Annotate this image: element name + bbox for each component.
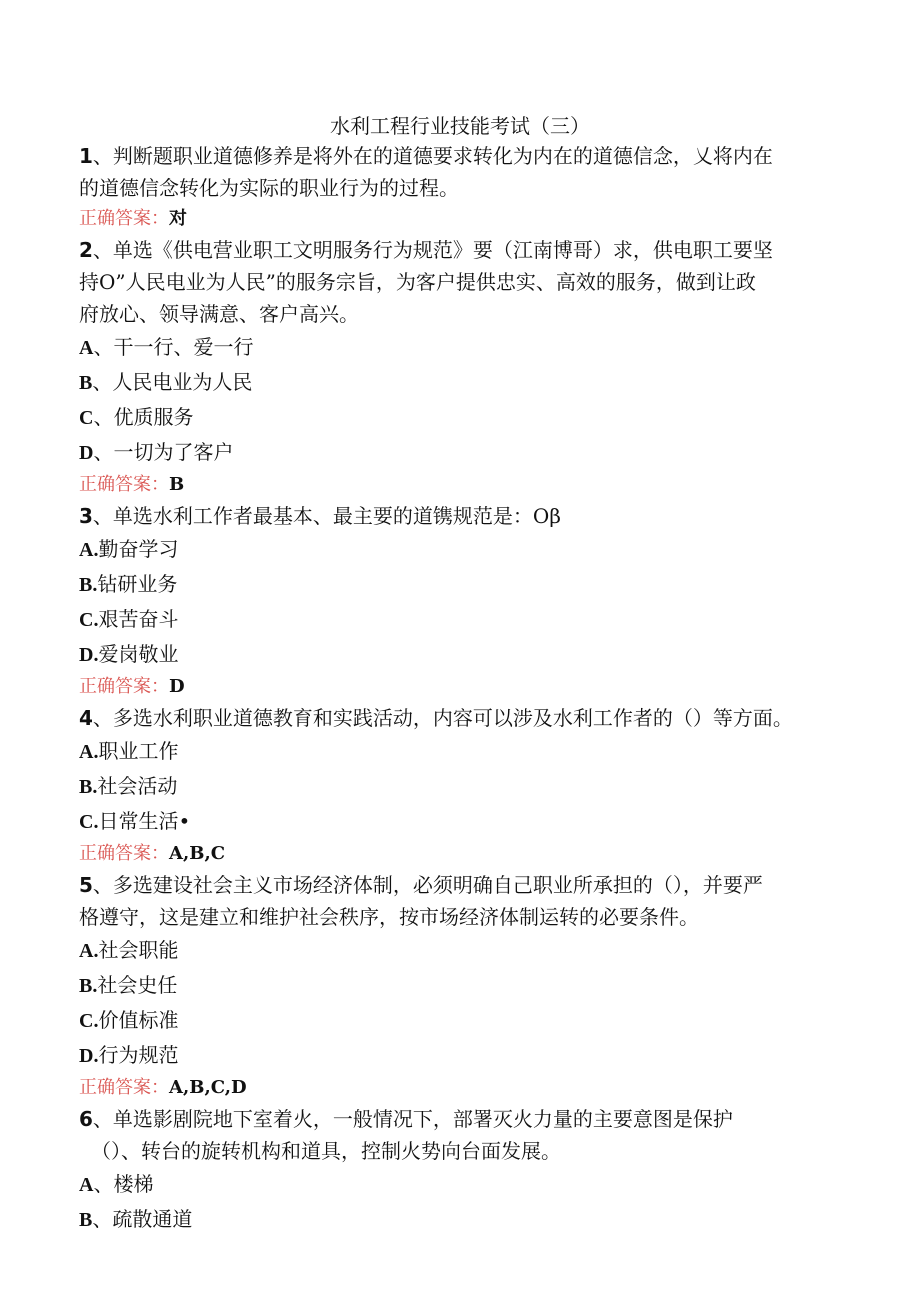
question-text-line: [79, 140, 849, 172]
correct-answer-value: A,B,C,D: [169, 1077, 247, 1098]
question-text: 单选影剧院地下室着火，一般情况下，部署灭火力量的主要意图是保护: [112, 1107, 733, 1131]
question-block: [79, 869, 849, 1103]
option-separator: 、: [93, 440, 114, 464]
question-text: 多选建设社会主义市场经济体制，必须明确自己职业所承担的（），并要严: [112, 873, 763, 897]
question-list: [79, 140, 849, 1237]
answer-option: [79, 637, 849, 672]
option-text: 人民电业为人民: [112, 370, 253, 394]
question-text: 多选水利职业道德教育和实践活动，内容可以涉及水利工作者的（）等方面。: [112, 706, 793, 730]
answer-option: [79, 769, 849, 804]
option-text: 价值标准: [98, 1008, 179, 1032]
option-letter: A.: [79, 940, 99, 962]
option-letter: B.: [79, 574, 98, 596]
option-text: 社会史任: [97, 973, 178, 997]
answer-option: [79, 602, 849, 637]
option-text: 行为规范: [98, 1043, 179, 1067]
question-separator: 、: [92, 238, 113, 262]
question-text: （）、转台的旋转机构和道具，控制火势向台面发展。: [91, 1139, 561, 1163]
question-text-line: [79, 869, 849, 901]
option-text: 一切为了客户: [113, 440, 234, 464]
answer-option: [79, 330, 849, 365]
question-text: 持O”人民电业为人民”的服务宗旨，为客户提供忠实、高效的服务，做到让政: [79, 270, 756, 294]
question-number: 2: [79, 238, 93, 262]
question-block: [79, 500, 849, 702]
question-separator: 、: [92, 1107, 113, 1131]
option-letter: B: [79, 372, 93, 394]
question-separator: 、: [92, 144, 113, 168]
question-text-line: [79, 266, 849, 298]
question-text: 单选水利工作者最基本、最主要的道镌规范是：Oβ: [112, 504, 561, 528]
option-letter: D: [79, 442, 94, 464]
question-text: 判断题职业道德修养是将外在的道德要求转化为内在的道德信念，乂将内在: [112, 144, 773, 168]
option-letter: C.: [79, 609, 99, 631]
answer-option: [79, 734, 849, 769]
option-letter: B.: [79, 776, 98, 798]
option-text: 优质服务: [113, 405, 194, 429]
option-letter: A: [79, 337, 94, 359]
answer-option: [79, 933, 849, 968]
correct-answer-label: 正确答案：: [79, 208, 169, 229]
question-block: [79, 140, 849, 234]
question-text-line: [79, 500, 849, 532]
option-text: 楼梯: [113, 1172, 154, 1196]
option-text: 社会活动: [97, 774, 178, 798]
correct-answer-label: 正确答案：: [79, 474, 169, 495]
answer-option: [79, 1167, 849, 1202]
question-number: 3: [79, 504, 93, 528]
correct-answer-value: B: [169, 474, 185, 495]
option-text: 艰苦奋斗: [98, 607, 179, 631]
question-number: 6: [79, 1107, 93, 1131]
option-text: 社会职能: [98, 938, 179, 962]
answer-option: [79, 532, 849, 567]
question-text-line: [79, 1135, 849, 1167]
option-text: 疏散通道: [112, 1207, 193, 1231]
option-letter: C.: [79, 1010, 99, 1032]
question-number: 1: [79, 144, 93, 168]
option-letter: D.: [79, 644, 99, 666]
correct-answer-value: D: [169, 676, 185, 697]
question-text-line: [79, 298, 849, 330]
question-separator: 、: [92, 706, 113, 730]
question-separator: 、: [92, 873, 113, 897]
question-text-line: [79, 172, 849, 204]
option-separator: 、: [93, 405, 114, 429]
question-text-line: [79, 702, 849, 734]
question-block: [79, 1103, 849, 1237]
question-separator: 、: [92, 504, 113, 528]
document-title: 水利工程行业技能考试（三）: [330, 114, 590, 138]
question-block: [79, 234, 849, 500]
answer-option: [79, 567, 849, 602]
option-separator: 、: [92, 1207, 113, 1231]
correct-answer: [79, 672, 849, 702]
correct-answer-label: 正确答案：: [79, 676, 169, 697]
correct-answer: [79, 470, 849, 500]
question-text: 的道德信念转化为实际的职业行为的过程。: [79, 176, 459, 200]
correct-answer-value: A,B,C: [169, 843, 226, 864]
answer-option: [79, 1003, 849, 1038]
option-letter: C.: [79, 811, 99, 833]
option-text: 干一行、爱一行: [113, 335, 254, 359]
answer-option: [79, 435, 849, 470]
option-letter: D.: [79, 1045, 99, 1067]
question-text: 单选《供电营业职工文明服务行为规范》要（江南博哥）求，供电职工要坚: [112, 238, 773, 262]
correct-answer-value: 对: [169, 208, 187, 229]
answer-option: [79, 968, 849, 1003]
answer-option: [79, 804, 849, 839]
option-separator: 、: [92, 370, 113, 394]
option-text: 爱岗敬业: [98, 642, 179, 666]
option-letter: A.: [79, 741, 99, 763]
option-text: 职业工作: [98, 739, 179, 763]
question-number: 4: [79, 706, 93, 730]
correct-answer-label: 正确答案：: [79, 1077, 169, 1098]
correct-answer-label: 正确答案：: [79, 843, 169, 864]
option-text: 日常生活•: [98, 809, 191, 833]
option-letter: A: [79, 1174, 94, 1196]
option-separator: 、: [93, 335, 114, 359]
option-letter: B.: [79, 975, 98, 997]
option-letter: A.: [79, 539, 99, 561]
question-text-line: [79, 234, 849, 266]
option-separator: 、: [93, 1172, 114, 1196]
answer-option: [79, 365, 849, 400]
correct-answer: [79, 839, 849, 869]
question-text: 格遵守，这是建立和维护社会秩序，按市场经济体制运转的必要条件。: [79, 905, 699, 929]
answer-option: [79, 400, 849, 435]
question-text-line: [79, 901, 849, 933]
question-text: 府放心、领导满意、客户高兴。: [79, 302, 359, 326]
question-block: [79, 702, 849, 869]
question-number: 5: [79, 873, 93, 897]
answer-option: [79, 1038, 849, 1073]
option-text: 勤奋学习: [98, 537, 179, 561]
correct-answer: [79, 204, 849, 234]
question-text-line: [79, 1103, 849, 1135]
answer-option: [79, 1202, 849, 1237]
option-text: 钻研业务: [97, 572, 178, 596]
option-letter: C: [79, 407, 94, 429]
option-letter: B: [79, 1209, 93, 1231]
correct-answer: [79, 1073, 849, 1103]
